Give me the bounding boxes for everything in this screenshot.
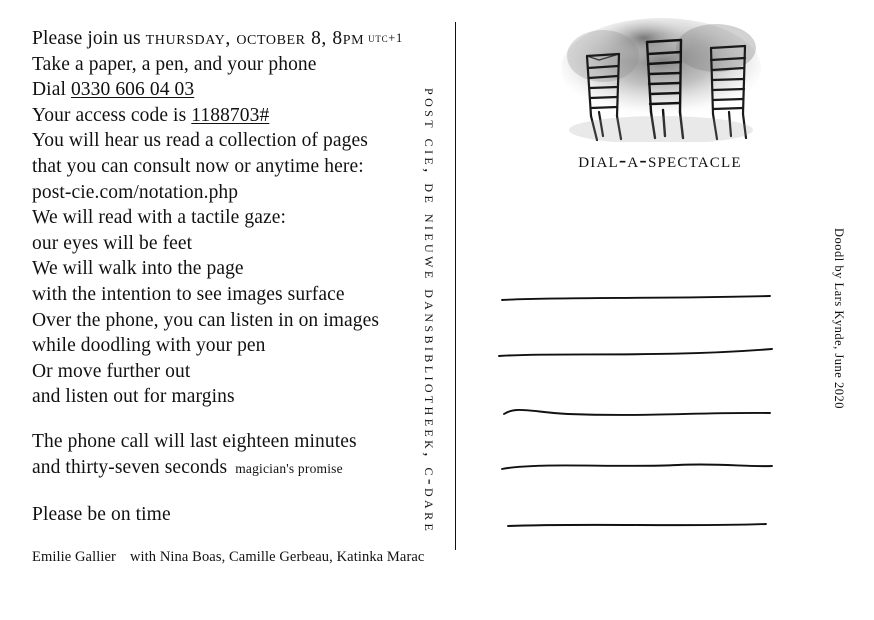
website-url[interactable]: post-cie.com/notation.php xyxy=(32,181,239,203)
invitation-line-1-prefix: Please join us xyxy=(32,28,146,49)
spacer-2 xyxy=(32,481,424,502)
invitation-date-time: thursday, october 8, 8pm xyxy=(145,28,365,49)
invitation-timezone: utc+1 xyxy=(368,31,403,45)
page-title: dial-a-spectacle xyxy=(578,147,742,172)
invitation-line-9: our eyes will be feet xyxy=(32,232,193,254)
invitation-line-16: The phone call will last eighteen minutes xyxy=(32,430,357,452)
invitation-line-11: with the intention to see images surface xyxy=(32,283,345,305)
invitation-line-14: Or move further out xyxy=(32,360,191,382)
side-credit-container xyxy=(830,228,854,448)
invitation-line-17 xyxy=(32,455,424,482)
invitation-line-1 xyxy=(32,26,424,52)
spacer-1 xyxy=(32,410,424,429)
invitation-line-13: while doodling with your pen xyxy=(32,335,266,357)
doodle-lines xyxy=(498,286,776,546)
vertical-divider-rule xyxy=(455,22,456,550)
invitation-line-15: and listen out for margins xyxy=(32,386,235,408)
invitation-line-10: We will walk into the page xyxy=(32,258,244,280)
three-chairs-photo xyxy=(541,12,778,142)
credits-author: Emilie Gallier xyxy=(32,548,116,565)
invitation-line-5: You will hear us read a collection of pages xyxy=(32,130,368,152)
invitation-text-block xyxy=(32,26,424,566)
spine-text-container xyxy=(416,88,446,535)
spacer-3 xyxy=(32,528,424,549)
credits-collaborators: with Nina Boas, Camille Gerbeau, Katinka Marac xyxy=(129,548,425,565)
invitation-line-18: Please be on time xyxy=(32,504,171,526)
dial-label: Dial xyxy=(32,79,71,101)
invitation-line-6: that you can consult now or anytime here: xyxy=(32,155,364,177)
doodle-credit: Doodl by Lars Kynde, June 2020 xyxy=(832,228,846,409)
invitation-line-3 xyxy=(32,77,424,103)
invitation-line-4 xyxy=(32,103,424,129)
access-code-label: Your access code is xyxy=(32,104,192,126)
spine-text: post cie, de nieuwe dansbibliotheek, c-dare xyxy=(421,88,440,535)
duration-text: and thirty-seven seconds xyxy=(32,456,228,478)
invitation-line-12: Over the phone, you can listen in on images xyxy=(32,309,380,331)
credits xyxy=(32,549,424,566)
access-code[interactable]: 1188703# xyxy=(191,104,270,126)
invitation-line-8: We will read with a tactile gaze: xyxy=(32,207,287,229)
magicians-promise-note: magician's promise xyxy=(235,460,343,476)
phone-number[interactable]: 0330 606 04 03 xyxy=(70,79,195,101)
invitation-line-2: Take a paper, a pen, and your phone xyxy=(32,53,317,75)
